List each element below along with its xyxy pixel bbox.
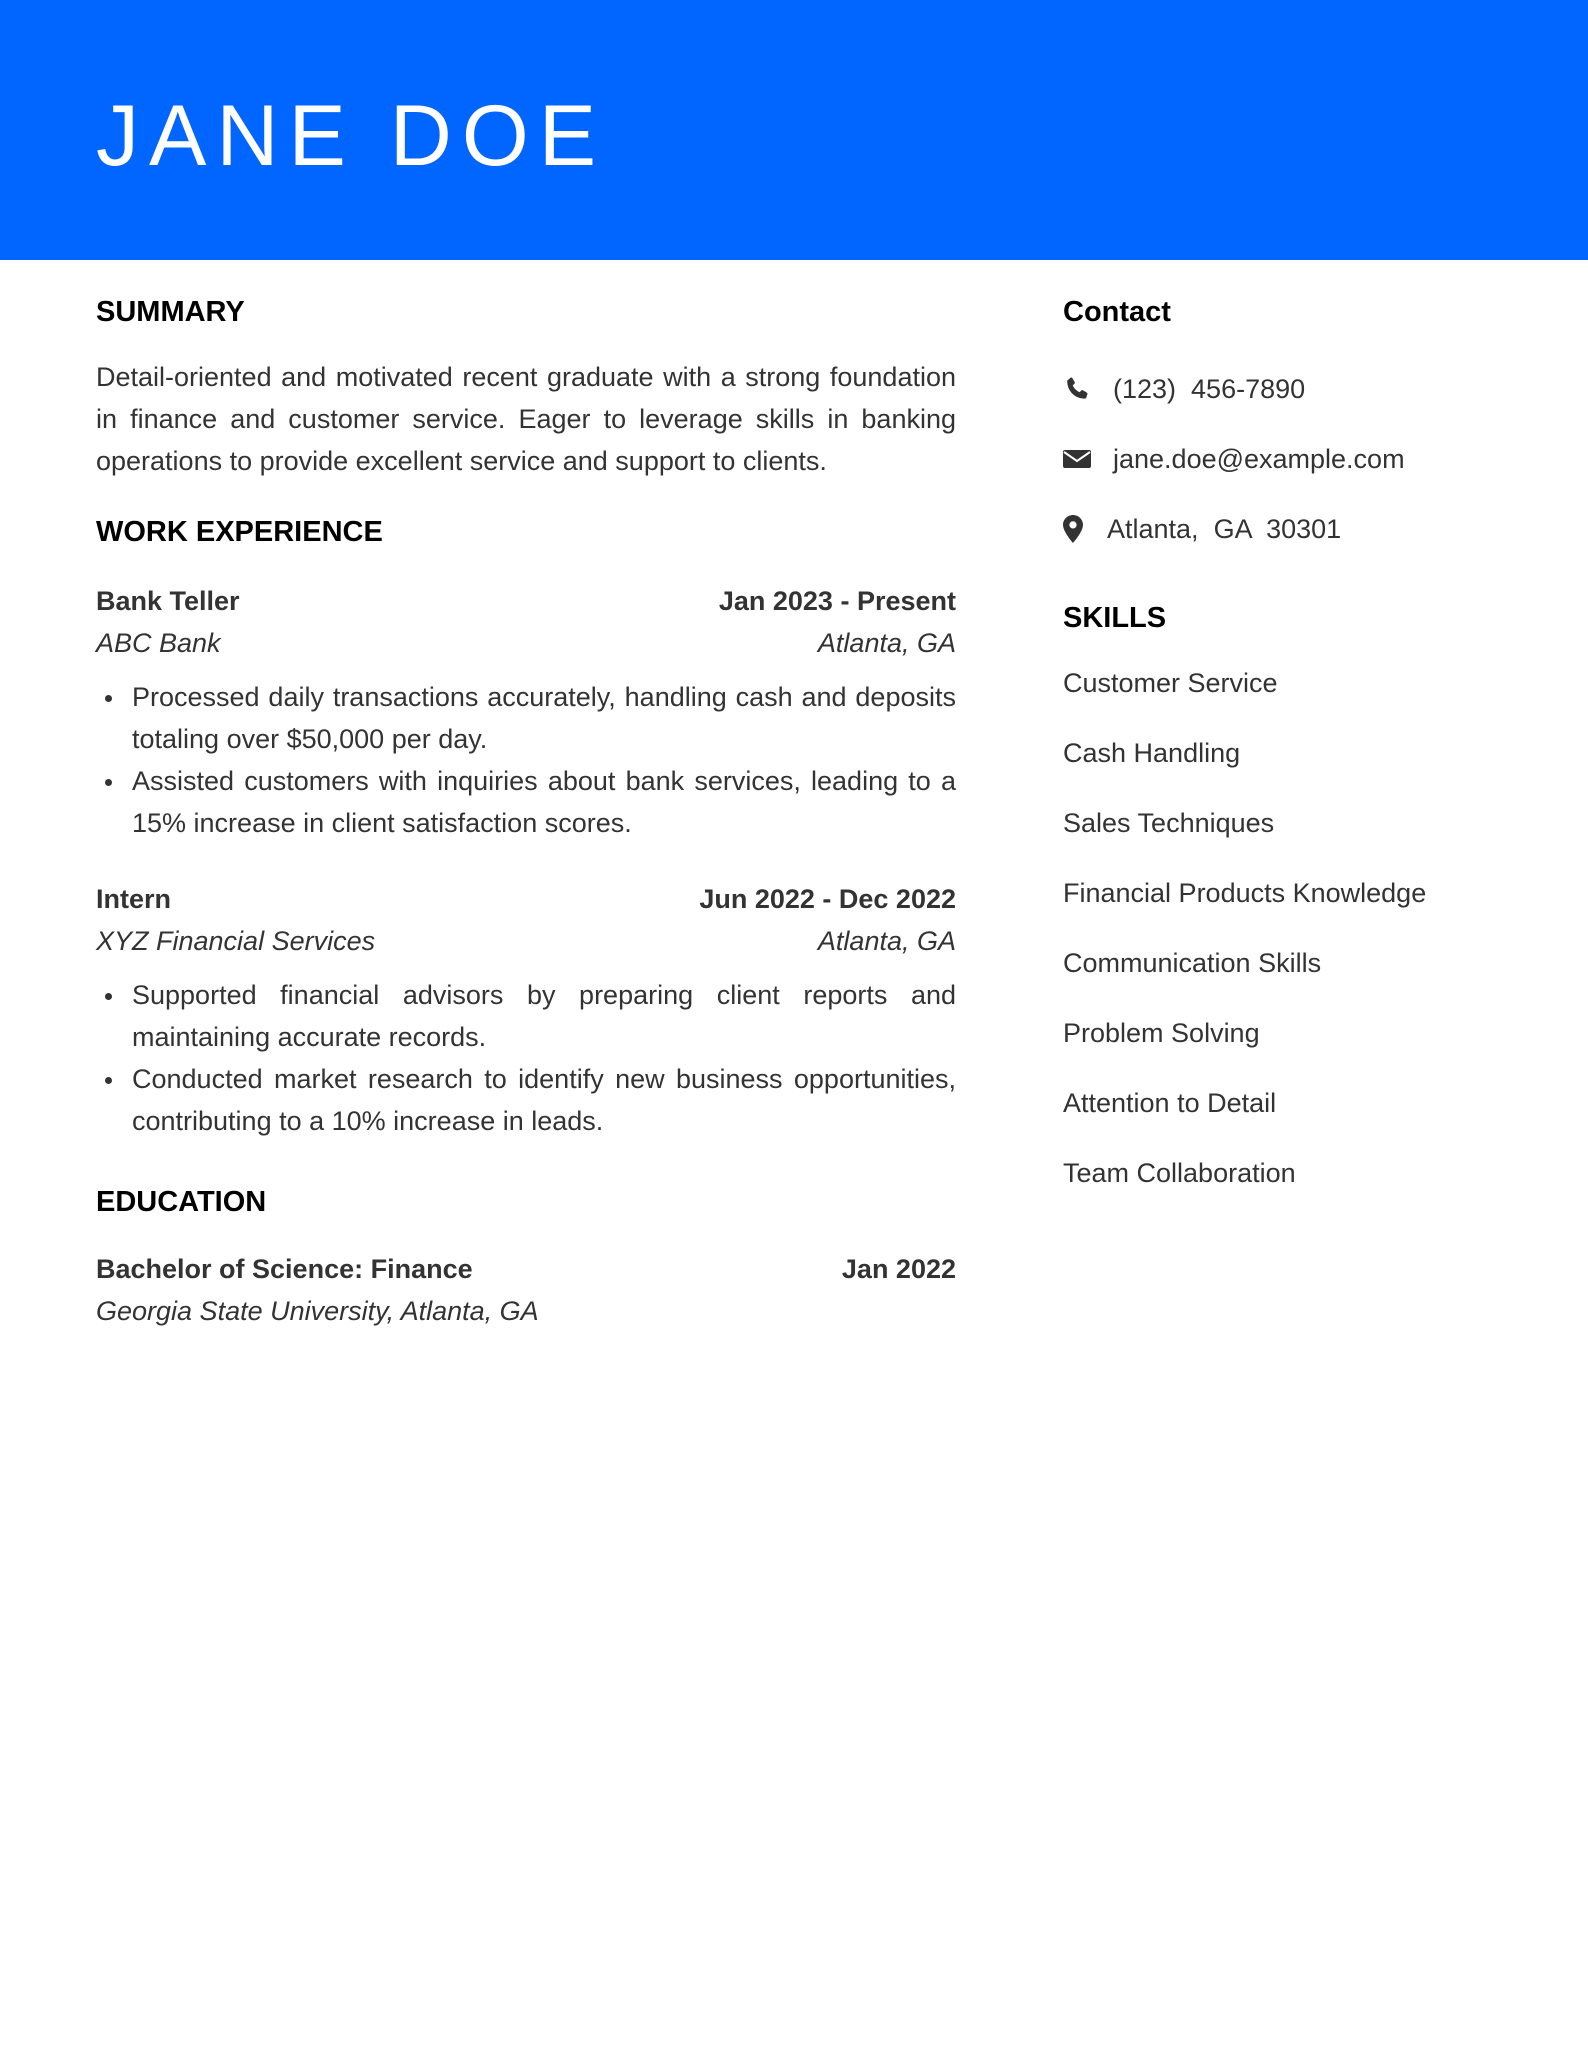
education-entry xyxy=(96,1248,956,1332)
contact-phone[interactable] xyxy=(1063,368,1503,410)
main-column xyxy=(96,292,956,1332)
job-dates: Jun 2022 - Dec 2022 xyxy=(699,884,956,914)
job-bullets xyxy=(96,676,956,844)
job-entry xyxy=(96,580,956,844)
summary-text: Detail-oriented and motivated recent graduate with a strong foundation in finance and customer service. Eager to leverage skills in banking operations to provide excellent service and support to clients. xyxy=(96,362,956,476)
map-pin-icon xyxy=(1063,514,1087,544)
sidebar-column xyxy=(1063,292,1503,1222)
job-dates: Jan 2023 - Present xyxy=(718,586,956,616)
skill-item: Communication Skills xyxy=(1063,948,1322,978)
skill-item: Customer Service xyxy=(1063,668,1278,698)
job-company: XYZ Financial Services xyxy=(96,926,376,956)
job-location: Atlanta, GA xyxy=(817,926,956,956)
job-location: Atlanta, GA xyxy=(817,628,956,658)
skills-heading: SKILLS xyxy=(1063,602,1167,634)
job-bullets xyxy=(96,974,956,1142)
work-experience-heading: WORK EXPERIENCE xyxy=(96,516,383,548)
header-banner xyxy=(0,0,1588,260)
envelope-icon xyxy=(1063,444,1093,474)
job-role: Intern xyxy=(96,884,172,914)
candidate-name: JANE DOE xyxy=(96,88,607,184)
education-heading: EDUCATION xyxy=(96,1186,267,1218)
skills-list xyxy=(1063,662,1503,1194)
contact-email[interactable] xyxy=(1063,438,1503,480)
skill-item: Attention to Detail xyxy=(1063,1088,1277,1118)
job-bullet: Processed daily transactions accurately, handling cash and deposits totaling over $50,000 per day. xyxy=(132,676,956,760)
contact-heading: Contact xyxy=(1063,296,1171,328)
skill-item: Cash Handling xyxy=(1063,738,1241,768)
job-role: Bank Teller xyxy=(96,586,240,616)
education-school: Georgia State University, Atlanta, GA xyxy=(96,1296,539,1326)
skill-item: Problem Solving xyxy=(1063,1018,1260,1048)
education-degree: Bachelor of Science: Finance xyxy=(96,1254,473,1284)
contact-email-text: jane.doe@example.com xyxy=(1113,443,1405,474)
job-bullet: Conducted market research to identify new business opportunities, contributing to a 10% increase in leads. xyxy=(132,1058,956,1142)
phone-icon xyxy=(1063,374,1093,404)
education-date: Jan 2022 xyxy=(841,1254,956,1284)
skill-item: Sales Techniques xyxy=(1063,808,1275,838)
job-entry xyxy=(96,878,956,1142)
job-company: ABC Bank xyxy=(96,628,221,658)
contact-list xyxy=(1063,368,1503,550)
job-bullet: Assisted customers with inquiries about bank services, leading to a 15% increase in client satisfaction scores. xyxy=(132,760,956,844)
job-bullet: Supported financial advisors by preparing client reports and maintaining accurate records. xyxy=(132,974,956,1058)
skill-item: Financial Products Knowledge xyxy=(1063,878,1427,908)
summary-heading: SUMMARY xyxy=(96,296,245,328)
contact-location-text: Atlanta, GA 30301 xyxy=(1107,513,1342,544)
skill-item: Team Collaboration xyxy=(1063,1158,1296,1188)
contact-location xyxy=(1063,508,1503,550)
contact-phone-text: (123) 456-7890 xyxy=(1113,373,1306,404)
